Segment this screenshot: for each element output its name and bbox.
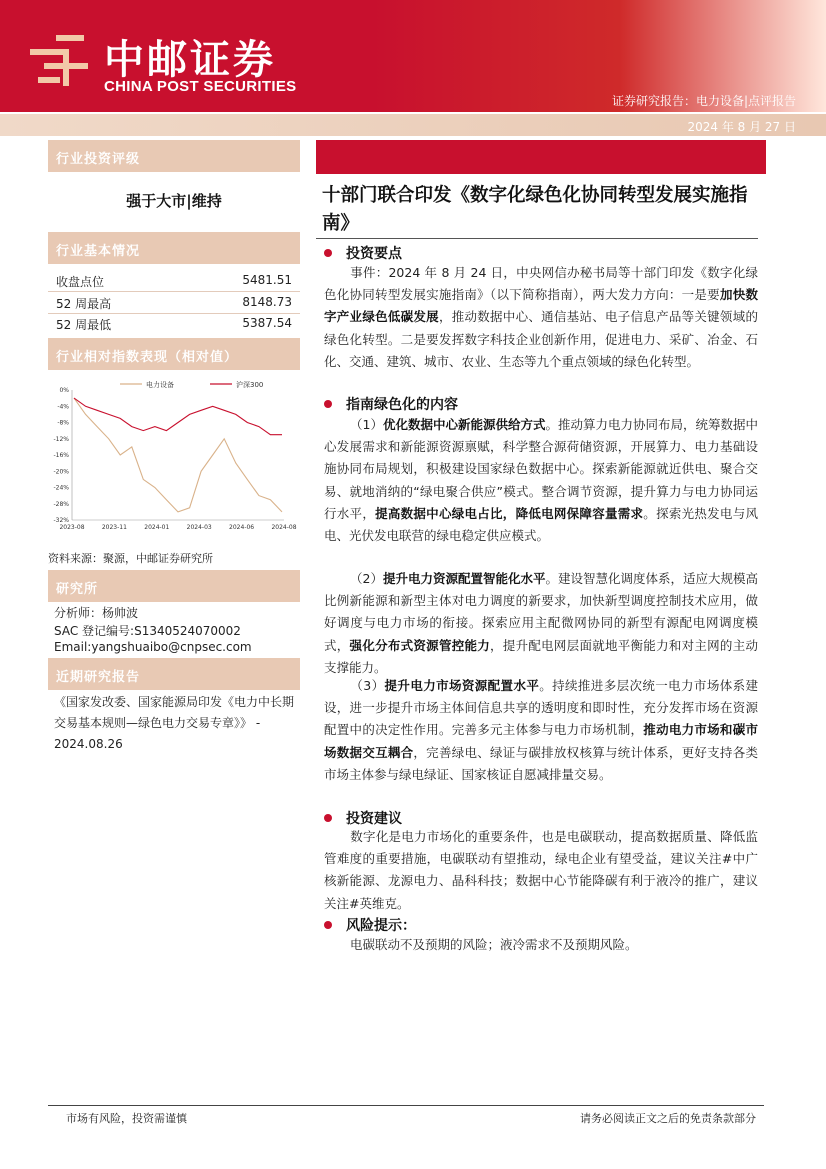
bullet-icon: [324, 921, 332, 929]
stat-value: 8148.73: [242, 295, 292, 309]
x-tick-label: 2023-11: [101, 524, 127, 531]
guide-paragraph-2: （2）提升电力资源配置智能化水平。建设智慧化调度体系，适应大规模高比例新能源和新型主体对电力调度的新要求，加快新型调度控制技术应用，做好调度与电力市场的衔接。探索应用主配微网协同的新型有源配电网调度模式，强化分布式资源管控能力，提升配电网层面就地平衡能力和对主网的主动支撑能力。: [324, 571, 758, 675]
industry-rating: 强于大市|维持: [126, 192, 222, 210]
analyst-name: 分析师：杨帅波: [54, 606, 139, 620]
y-tick-label: -16%: [53, 452, 69, 459]
recent-report-link[interactable]: 《国家发改委、国家能源局印发《电力中长期交易基本规则—绿色电力交易专章》》 - 2024.08.26: [54, 695, 295, 751]
sac-number: SAC 登记编号:S1340524070002: [54, 624, 241, 638]
chart-source: 资料来源：聚源，中邮证券研究所: [48, 552, 213, 565]
investment-advice-paragraph: 数字化是电力市场化的重要条件，也是电碳联动，提高数据质量、降低监管难度的重要措施，电碳联动有望推动，绿电企业有望受益，建议关注#中广核新能源、龙源电力、晶科科技；数据中心节能降碳有利于液冷的推广，建议关注#英维克。: [324, 829, 758, 911]
stat-label: 收盘点位: [56, 275, 105, 289]
research-section-header: 研究所: [48, 570, 300, 602]
section-heading: 指南绿色化的内容: [324, 394, 458, 414]
y-tick-label: -32%: [53, 517, 69, 524]
y-tick-label: -8%: [57, 419, 69, 427]
section-heading: 投资建议: [324, 808, 402, 828]
event-paragraph: 事件：2024 年 8 月 24 日，中央网信办秘书局等十部门印发《数字化绿色化协同转型发展实施指南》（以下简称指南），两大发力方向：一是要加快数字产业绿色低碳发展，推动数据中心、通信基站、电子信息产品等关键领域的绿色化转型。二是要发挥数字科技企业创新作用，促进电力、采矿、冶金、石化、交通、建筑、城市、农业、生态等九个重点领域的绿色化转型。: [324, 265, 758, 369]
divider: [48, 291, 300, 292]
legend-label: 电力设备: [146, 381, 174, 389]
header-banner: [0, 0, 826, 112]
section-heading: 风险提示：: [324, 915, 416, 935]
series-line-power-equipment: [74, 398, 282, 512]
y-tick-label: -20%: [53, 468, 69, 476]
bullet-icon: [324, 249, 332, 257]
stat-value: 5481.51: [242, 273, 292, 287]
report-title: 十部门联合印发《数字化绿色化协同转型发展实施指南》: [322, 185, 748, 234]
x-tick-label: 2024-08: [271, 524, 297, 531]
relative-index-chart: [48, 370, 300, 540]
footer-risk-note: 市场有风险，投资需谨慎: [66, 1112, 187, 1125]
rating-section-header: 行业投资评级: [48, 140, 300, 172]
report-type: 证券研究报告：电力设备|点评报告: [611, 94, 796, 108]
stat-label: 52 周最低: [56, 318, 112, 332]
stat-row: [56, 295, 292, 312]
footer-divider: [48, 1105, 764, 1106]
risk-paragraph: 电碳联动不及预期的风险；液冷需求不及预期风险。: [350, 937, 638, 952]
company-name-en: CHINA POST SECURITIES: [104, 78, 297, 95]
stat-label: 52 周最高: [56, 297, 112, 311]
performance-section-header: 行业相对指数表现（相对值）: [48, 338, 300, 370]
x-tick-label: 2024-01: [144, 524, 170, 531]
title-divider: [316, 238, 758, 239]
bullet-icon: [324, 400, 332, 408]
x-tick-label: 2024-06: [229, 524, 255, 531]
guide-paragraph-3: （3）提升电力市场资源配置水平。持续推进多层次统一电力市场体系建设，进一步提升市场主体间信息共享的透明度和即时性，充分发挥市场在资源配置中的决定性作用。完善多元主体参与电力市场机制，推动电力市场和碳市场数据交互耦合，完善绿电、绿证与碳排放权核算与统计体系，更好支持各类市场主体参与绿电绿证、国家核证自愿减排量交易。: [324, 678, 758, 782]
divider: [48, 313, 300, 314]
china-post-logo-icon: [26, 34, 92, 90]
company-name-cn: 中邮证券: [104, 37, 276, 83]
x-tick-label: 2023-08: [59, 524, 85, 531]
title-accent-bar: [316, 140, 766, 174]
stat-value: 5387.54: [242, 316, 292, 330]
stat-row: [56, 273, 292, 290]
x-tick-label: 2024-03: [186, 524, 212, 531]
basics-section-header: 行业基本情况: [48, 232, 300, 264]
legend-label: 沪深300: [236, 381, 264, 389]
series-line-csi300: [74, 398, 282, 435]
footer-disclaimer: 请务必阅读正文之后的免责条款部分: [580, 1112, 756, 1125]
y-tick-label: -28%: [53, 500, 69, 508]
stat-row: [56, 316, 292, 333]
recent-reports-header: 近期研究报告: [48, 658, 300, 690]
y-tick-label: 0%: [59, 387, 69, 394]
guide-paragraph-1: （1）优化数据中心新能源供给方式。推动算力电力协同布局，统筹数据中心发展需求和新能源资源禀赋，科学整合源荷储资源，开展算力、电力基础设施协同布局规划，积极建设国家绿色数据中心。探索新能源就近供电、聚合交易、就地消纳的“绿电聚合供应”模式。整合调节资源，提升算力与电力协同运行水平，提高数据中心绿电占比，降低电网保障容量需求。探索光热发电与风电、光伏发电联营的绿电稳定供应模式。: [324, 417, 758, 544]
report-date: 2024 年 8 月 27 日: [687, 120, 796, 134]
y-tick-label: -24%: [53, 484, 69, 492]
y-tick-label: -12%: [53, 435, 69, 443]
section-heading: 投资要点: [324, 243, 402, 263]
y-tick-label: -4%: [57, 403, 69, 411]
analyst-email[interactable]: Email:yangshuaibo@cnpsec.com: [54, 640, 252, 654]
bullet-icon: [324, 814, 332, 822]
